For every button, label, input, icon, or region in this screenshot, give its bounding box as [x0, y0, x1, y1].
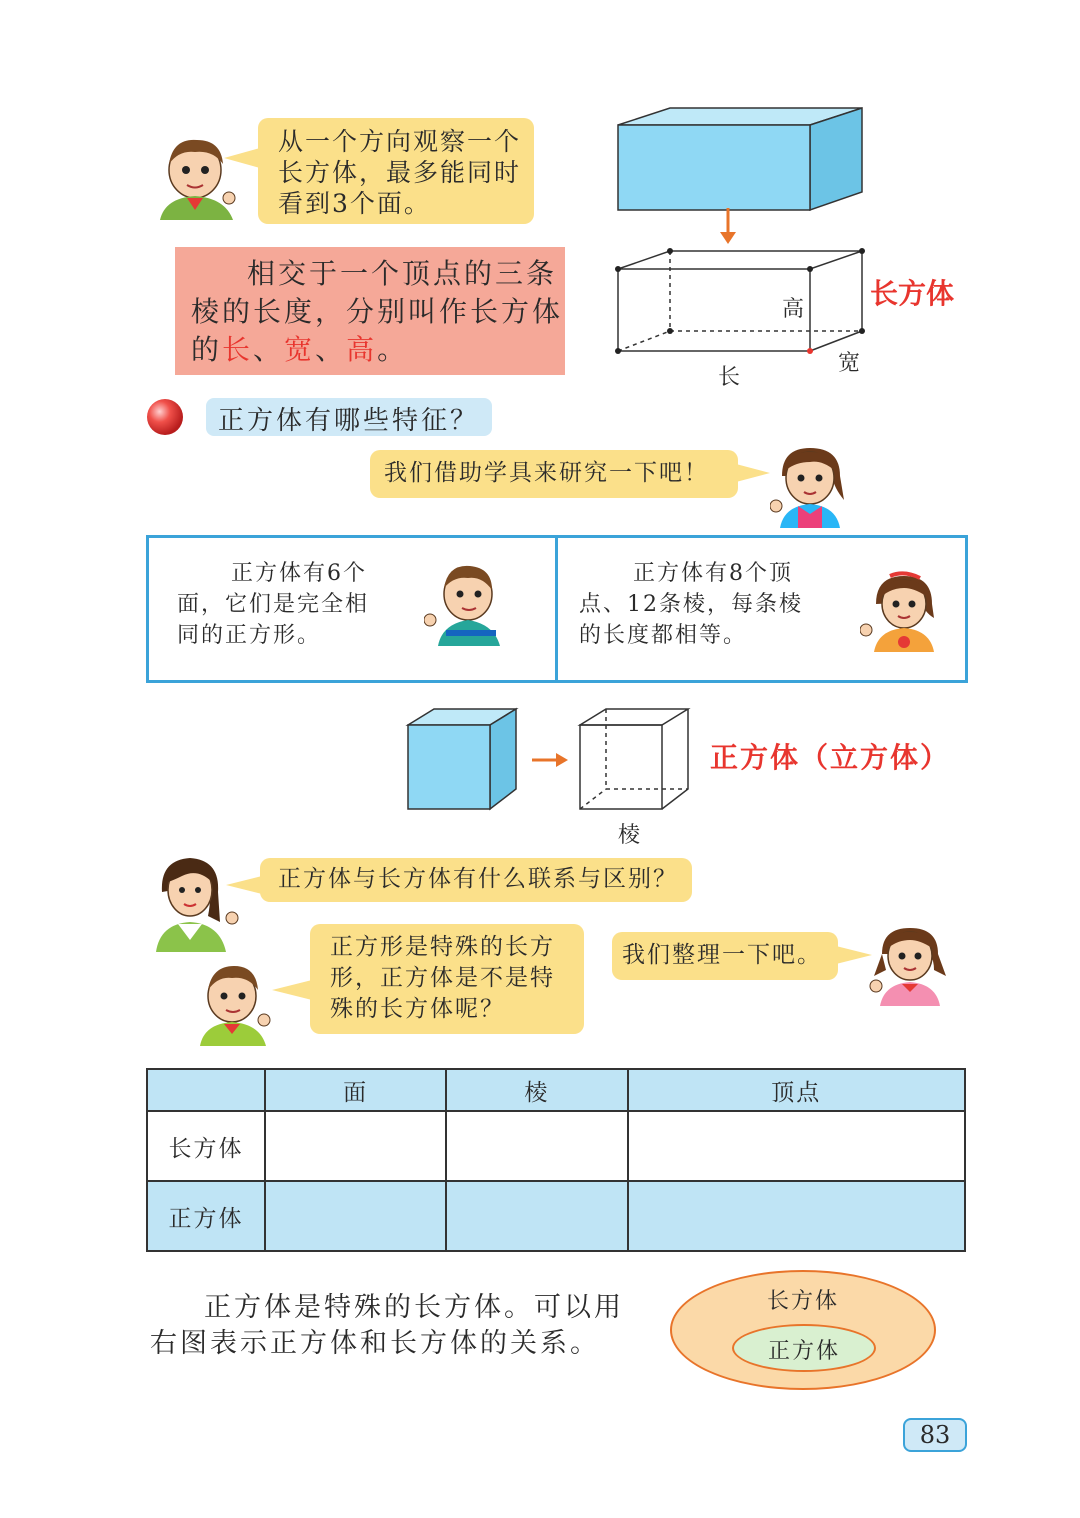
venn-inner-ellipse — [732, 1324, 876, 1372]
term-height: 高 — [346, 333, 378, 366]
bubble-line: 形，正方体是不是特 — [330, 965, 555, 991]
table-cell[interactable] — [628, 1111, 966, 1181]
separator: 、 — [253, 333, 285, 366]
speech-bubble-question — [260, 858, 692, 902]
bubble-line: 我们整理一下吧。 — [622, 942, 822, 968]
bubble-pointer — [836, 946, 872, 964]
table-cell[interactable] — [446, 1111, 627, 1181]
definition-text: 。 — [377, 333, 409, 366]
label-edge: 棱 — [618, 823, 641, 848]
definition-line: 相交于一个顶点的三条 — [247, 257, 558, 290]
venn-inner-label: 正方体 — [767, 1339, 840, 1364]
red-ball-icon — [146, 398, 184, 436]
feature-box — [146, 535, 968, 683]
table-row — [147, 1111, 965, 1181]
bubble-pointer — [736, 464, 770, 482]
term-length: 长 — [222, 333, 254, 366]
cube-solid-figure — [400, 705, 528, 815]
bubble-line: 正方形是特殊的长方 — [330, 934, 555, 960]
table-header-cell: 面 — [265, 1069, 446, 1111]
boy-character-icon — [155, 130, 240, 220]
definition-line — [191, 331, 563, 369]
definition-line: 棱的长度，分别叫作长方体 — [191, 295, 564, 328]
label-width: 宽 — [838, 351, 861, 376]
table-header-cell — [147, 1069, 265, 1111]
table-row-label: 正方体 — [147, 1181, 265, 1251]
feature-line: 正方体有8个顶 — [633, 561, 793, 586]
section-heading — [206, 398, 492, 436]
venn-outer-ellipse — [670, 1270, 936, 1390]
bubble-line: 从一个方向观察一个 — [278, 127, 522, 156]
boy-character-icon — [192, 958, 276, 1046]
page-number-badge — [903, 1418, 967, 1452]
feature-divider — [555, 538, 558, 680]
feature-line: 同的正方形。 — [177, 623, 322, 648]
cube-wireframe-figure — [574, 705, 702, 815]
table-row-label: 长方体 — [147, 1111, 265, 1181]
label-height: 高 — [782, 297, 805, 322]
feature-line: 面，它们是完全相 — [177, 592, 370, 617]
speech-bubble-special — [310, 924, 584, 1034]
bubble-line: 我们借助学具来研究一下吧！ — [384, 460, 709, 486]
section-question: 正方体有哪些特征？ — [218, 406, 480, 436]
label-length: 长 — [718, 365, 741, 390]
comparison-table — [146, 1068, 966, 1252]
table-header-cell: 顶点 — [628, 1069, 966, 1111]
table-cell[interactable] — [628, 1181, 966, 1251]
bubble-pointer — [272, 980, 312, 1000]
teacher-character-icon — [148, 852, 244, 952]
bubble-pointer — [226, 876, 262, 894]
definition-box — [175, 247, 565, 375]
definition-text: 的 — [191, 333, 223, 366]
cuboid-solid-figure — [610, 100, 880, 250]
cuboid-title: 长方体 — [870, 277, 955, 310]
page-number: 83 — [919, 1421, 951, 1449]
table-row — [147, 1181, 965, 1251]
conclusion-line: 右图表示正方体和长方体的关系。 — [150, 1328, 600, 1359]
girl-character-icon — [770, 440, 850, 528]
bubble-pointer — [224, 148, 260, 168]
table-cell[interactable] — [265, 1181, 446, 1251]
girl-character-icon — [868, 920, 952, 1006]
speech-bubble-tools — [370, 450, 738, 498]
table-cell[interactable] — [446, 1181, 627, 1251]
girl-character-icon — [860, 568, 940, 652]
speech-bubble-observe — [258, 118, 534, 224]
right-arrow-icon — [530, 750, 570, 770]
table-header-row — [147, 1069, 965, 1111]
bubble-line: 正方体与长方体有什么联系与区别？ — [278, 866, 678, 892]
term-width: 宽 — [284, 333, 316, 366]
separator: 、 — [315, 333, 347, 366]
boy-character-icon — [424, 558, 504, 646]
speech-bubble-organize — [612, 932, 838, 980]
conclusion-line: 正方体是特殊的长方体。可以用 — [204, 1292, 624, 1323]
down-arrow-icon — [718, 208, 738, 246]
venn-outer-label: 长方体 — [766, 1289, 839, 1314]
feature-line: 的长度都相等。 — [579, 623, 748, 648]
table-cell[interactable] — [265, 1111, 446, 1181]
cube-title: 正方体（立方体） — [710, 741, 951, 774]
feature-line: 点、12条棱，每条棱 — [579, 592, 803, 617]
bubble-line: 看到3个面。 — [278, 189, 431, 218]
bubble-line: 殊的长方体呢？ — [330, 996, 505, 1022]
bubble-line: 长方体，最多能同时 — [278, 158, 522, 187]
feature-line: 正方体有6个 — [231, 561, 367, 586]
table-header-cell: 棱 — [446, 1069, 627, 1111]
